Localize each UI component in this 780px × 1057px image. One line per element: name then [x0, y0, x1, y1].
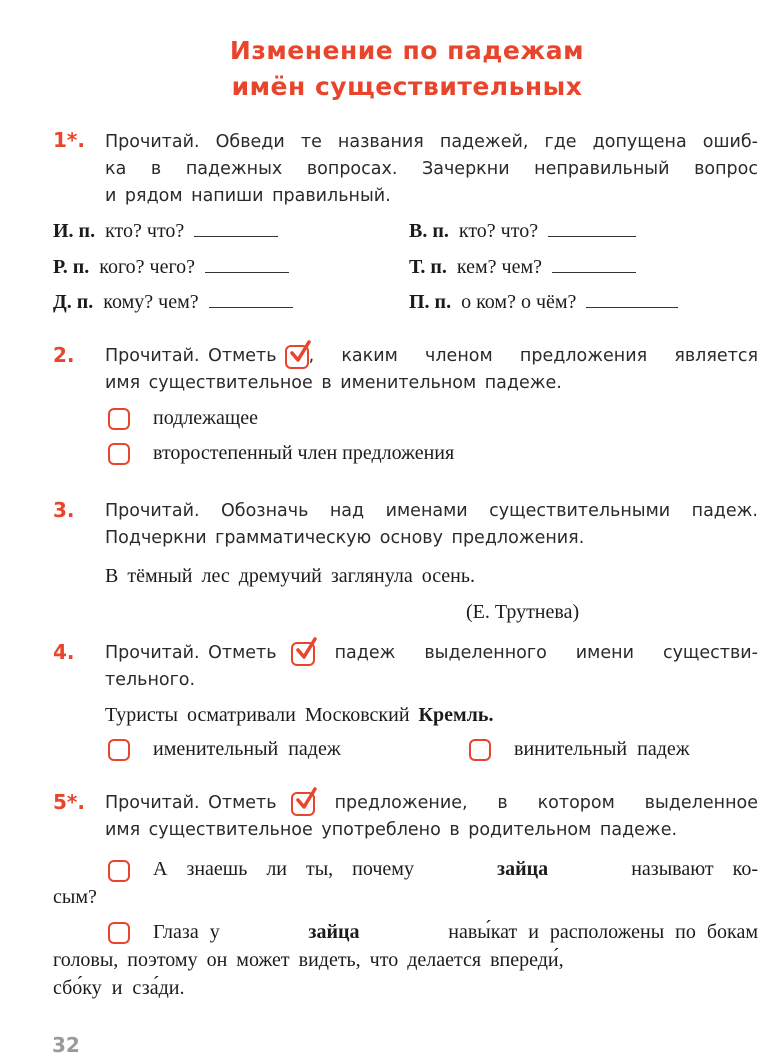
empty-checkbox-icon[interactable]	[108, 922, 130, 944]
task2-instr-b-wrap	[285, 343, 758, 370]
task4-sentence	[105, 704, 493, 727]
empty-checkbox-icon[interactable]	[108, 739, 130, 761]
checkmark-box-icon	[291, 792, 315, 816]
case-row-genitive	[53, 256, 289, 279]
case-row-accusative	[409, 220, 636, 243]
task1-instruction	[105, 129, 758, 210]
empty-checkbox-icon[interactable]	[108, 408, 130, 430]
task2-number: 2.	[53, 343, 75, 367]
checkmark-box-icon	[291, 642, 315, 666]
task5-option2-line3: сбо́ку и сза́ди.	[53, 977, 185, 999]
task1-number: 1*.	[53, 128, 85, 152]
case-row-dative	[53, 291, 293, 314]
case-abbr: П. п.	[409, 291, 452, 313]
task5-option2-bold: зайца	[308, 921, 360, 943]
task5-number: 5*.	[53, 790, 85, 814]
page-title-line2: имён существительных	[231, 72, 583, 101]
case-abbr: Т. п.	[409, 256, 447, 278]
task2-instruction-line2: имя существительное в именительном падеже.	[105, 373, 562, 393]
empty-checkbox-icon[interactable]	[108, 860, 130, 882]
page-title-line1: Изменение по падежам	[229, 36, 585, 65]
task4-sentence-plain: Туристы осматривали Московский	[105, 704, 410, 726]
task5-option1-bold: зайца	[497, 858, 549, 880]
task2-instruction-line1	[105, 343, 758, 370]
task4-instr-part-b: падеж выделенного имени существи-	[334, 643, 758, 663]
case-questions: о ком? о чём?	[461, 291, 577, 313]
case-row-prepositional	[409, 291, 678, 314]
task3-author: (Е. Трутнева)	[466, 601, 580, 623]
task4-instruction	[105, 640, 758, 694]
answer-blank[interactable]	[548, 224, 636, 237]
task5-instruction-line2: имя существительное употреблено в родительном падеже.	[105, 820, 678, 840]
task5-option1-line1	[153, 858, 758, 881]
task1-instruction-line2: ка в падежных вопросах. Зачеркни неправильный вопрос	[105, 159, 758, 179]
task4-instr-part-a: Прочитай. Отметь	[105, 643, 277, 663]
task5-option1-line2: сым?	[53, 886, 97, 908]
page-number: 32	[52, 1033, 80, 1057]
task4-sentence-bold: Кремль.	[418, 704, 494, 726]
task2-instr-part-b: , каким членом предложения является	[308, 346, 758, 366]
task5-option2-line2: головы, поэтому он может видеть, что делается впереди́,	[53, 949, 564, 971]
task5-instruction	[105, 790, 758, 844]
task2-option-subject: подлежащее	[153, 407, 259, 429]
task5-option2-part1: Глаза у	[153, 921, 220, 943]
empty-checkbox-icon[interactable]	[469, 739, 491, 761]
task1-instruction-line1: Прочитай. Обведи те названия падежей, где допущена ошиб-	[105, 132, 758, 152]
task3-instruction	[105, 498, 758, 552]
task1-instruction-line3: и рядом напиши правильный.	[105, 186, 391, 206]
case-questions: кто? что?	[458, 220, 539, 242]
answer-blank[interactable]	[586, 295, 678, 308]
task3-instruction-line1: Прочитай. Обозначь над именами существительными падеж.	[105, 501, 758, 521]
case-abbr: Р. п.	[53, 256, 90, 278]
task3-sentence: В тёмный лес дремучий заглянула осень.	[105, 565, 476, 587]
task4-option-accusative: винительный падеж	[514, 738, 690, 760]
task5-instr-part-b: предложение, в котором выделенное	[334, 793, 758, 813]
task4-option-nominative: именительный падеж	[153, 738, 341, 760]
answer-blank[interactable]	[552, 260, 636, 273]
case-questions: кто? что?	[105, 220, 185, 242]
task4-instruction-line1	[105, 640, 758, 667]
case-questions: кому? чем?	[103, 291, 199, 313]
task2-option-secondary: второстепенный член предложения	[153, 442, 455, 464]
case-abbr: И. п.	[53, 220, 96, 242]
case-abbr: Д. п.	[53, 291, 94, 313]
case-questions: кого? чего?	[99, 256, 196, 278]
answer-blank[interactable]	[209, 295, 293, 308]
task5-option2-part2: навы́кат и расположены по бокам	[448, 921, 758, 943]
task5-option2-line1	[153, 921, 758, 944]
case-abbr: В. п.	[409, 220, 449, 242]
task2-instruction	[105, 343, 758, 397]
task3-number: 3.	[53, 498, 75, 522]
task5-option1-part1: А знаешь ли ты, почему	[153, 858, 414, 880]
task4-number: 4.	[53, 640, 75, 664]
checkmark-box-icon	[285, 345, 309, 369]
task5-instr-part-a: Прочитай. Отметь	[105, 793, 277, 813]
task5-option1-part2: называют ко-	[631, 858, 758, 880]
case-questions: кем? чем?	[456, 256, 542, 278]
task5-instruction-line1	[105, 790, 758, 817]
empty-checkbox-icon[interactable]	[108, 443, 130, 465]
task2-instr-part-a: Прочитай. Отметь	[105, 346, 277, 366]
answer-blank[interactable]	[194, 224, 278, 237]
answer-blank[interactable]	[205, 260, 289, 273]
case-row-nominative	[53, 220, 278, 243]
task4-instruction-line2: тельного.	[105, 670, 196, 690]
task3-instruction-line2: Подчеркни грамматическую основу предложения.	[105, 528, 585, 548]
case-row-instrumental	[409, 256, 636, 279]
